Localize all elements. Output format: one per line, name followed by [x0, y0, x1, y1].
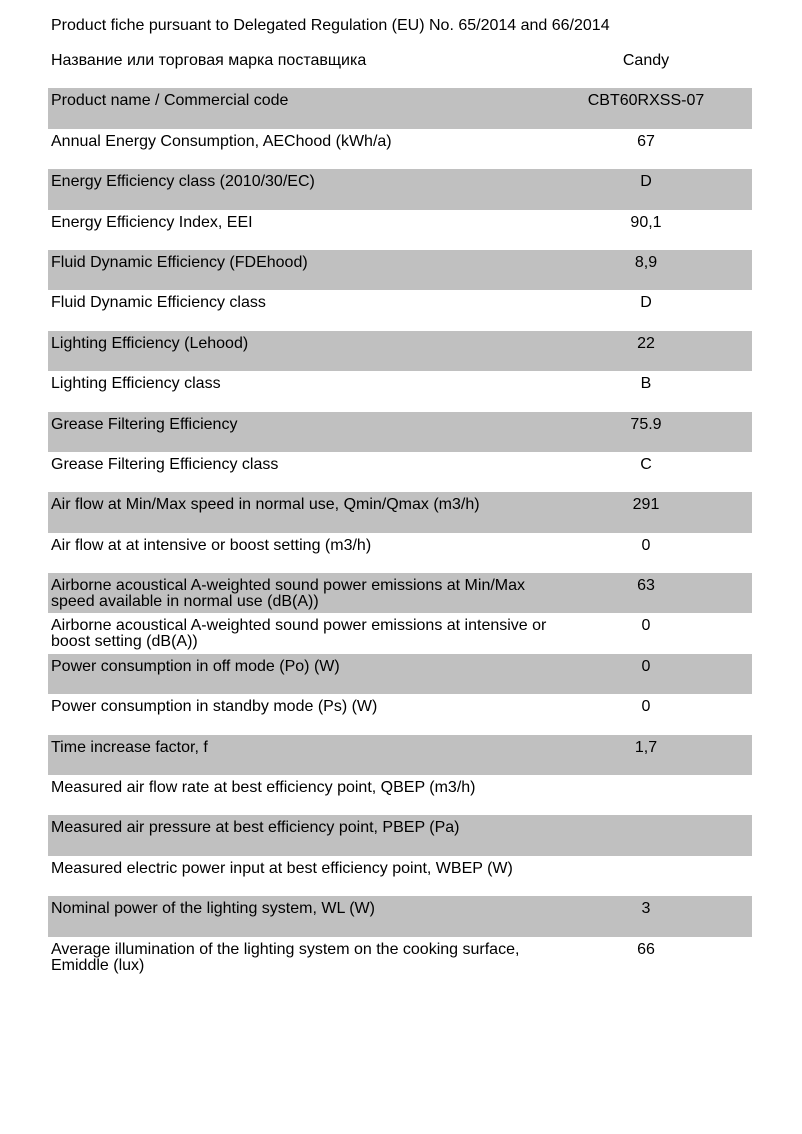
table-row — [48, 896, 752, 936]
row-label: Energy Efficiency Index, EEI — [51, 213, 253, 231]
table-row — [48, 533, 752, 573]
row-value: 67 — [637, 132, 655, 150]
row-value: 3 — [641, 900, 651, 918]
row-label: Measured electric power input at best efficiency point, WBEP (W) — [51, 859, 513, 877]
table-row — [48, 856, 752, 896]
table-row — [48, 88, 752, 128]
row-label: Product name / Commercial code — [51, 92, 289, 110]
row-label: Air flow at Min/Max speed in normal use, Qmin/Qmax (m3/h) — [51, 496, 480, 514]
table-row — [48, 48, 752, 88]
table-row — [48, 815, 752, 855]
row-value: Candy — [622, 52, 670, 69]
table-row — [48, 129, 752, 169]
table-row — [48, 613, 752, 653]
row-label: Airborne acoustical A-weighted sound power emissions at intensive or boost setting (dB(A)) — [51, 617, 547, 651]
row-label: Fluid Dynamic Efficiency class — [51, 294, 266, 312]
row-label: Energy Efficiency class (2010/30/EC) — [51, 173, 315, 191]
row-label: Annual Energy Consumption, AEChood (kWh/a) — [51, 132, 392, 150]
row-label: Grease Filtering Efficiency — [51, 415, 238, 433]
row-value: 0 — [641, 617, 651, 635]
row-label: Grease Filtering Efficiency class — [51, 455, 279, 473]
table-row — [48, 371, 752, 411]
row-value: 1,7 — [634, 738, 658, 756]
table-row — [48, 735, 752, 775]
row-label: Average illumination of the lighting system on the cooking surface, Emiddle (lux) — [51, 940, 520, 974]
table-row — [48, 573, 752, 613]
row-label: Lighting Efficiency class — [51, 375, 221, 393]
table-row — [48, 694, 752, 734]
table-row — [48, 290, 752, 330]
table-row — [48, 169, 752, 209]
table-row — [48, 452, 752, 492]
row-value: 0 — [641, 536, 651, 554]
row-label: Air flow at at intensive or boost setting (m3/h) — [51, 536, 372, 554]
row-label: Measured air flow rate at best efficiency point, QBEP (m3/h) — [51, 779, 476, 797]
row-value: 75.9 — [630, 415, 662, 433]
row-label: Название или торговая марка поставщика — [51, 52, 367, 69]
row-label: Fluid Dynamic Efficiency (FDEhood) — [51, 253, 308, 271]
table-row — [48, 210, 752, 250]
row-value: B — [640, 375, 652, 393]
row-value: 291 — [632, 496, 660, 514]
row-value: D — [640, 173, 652, 191]
table-row — [48, 492, 752, 532]
product-fiche-table — [48, 48, 752, 977]
row-label: Power consumption in standby mode (Ps) (W) — [51, 698, 378, 716]
row-value: CBT60RXSS-07 — [587, 92, 705, 110]
row-value: 8,9 — [634, 253, 658, 271]
row-value: C — [640, 455, 652, 473]
row-label: Measured air pressure at best efficiency point, PBEP (Pa) — [51, 819, 460, 837]
row-value: 66 — [637, 940, 655, 958]
row-value: 90,1 — [630, 213, 662, 231]
row-value: 0 — [641, 657, 651, 675]
row-value: 63 — [637, 577, 655, 595]
row-label: Power consumption in off mode (Po) (W) — [51, 657, 340, 675]
row-value: 0 — [641, 698, 651, 716]
row-label: Nominal power of the lighting system, WL (W) — [51, 900, 375, 918]
table-row — [48, 250, 752, 290]
table-row — [48, 654, 752, 694]
table-row — [48, 775, 752, 815]
row-label: Time increase factor, f — [51, 738, 208, 756]
page-title: Product fiche pursuant to Delegated Regulation (EU) No. 65/2014 and 66/2014 — [51, 17, 610, 34]
row-value: 22 — [637, 334, 655, 352]
row-value: D — [640, 294, 652, 312]
table-row — [48, 937, 752, 977]
table-row — [48, 412, 752, 452]
row-label: Airborne acoustical A-weighted sound power emissions at Min/Max speed available in normal use (dB(A)) — [51, 577, 526, 611]
row-label: Lighting Efficiency (Lehood) — [51, 334, 249, 352]
table-row — [48, 331, 752, 371]
